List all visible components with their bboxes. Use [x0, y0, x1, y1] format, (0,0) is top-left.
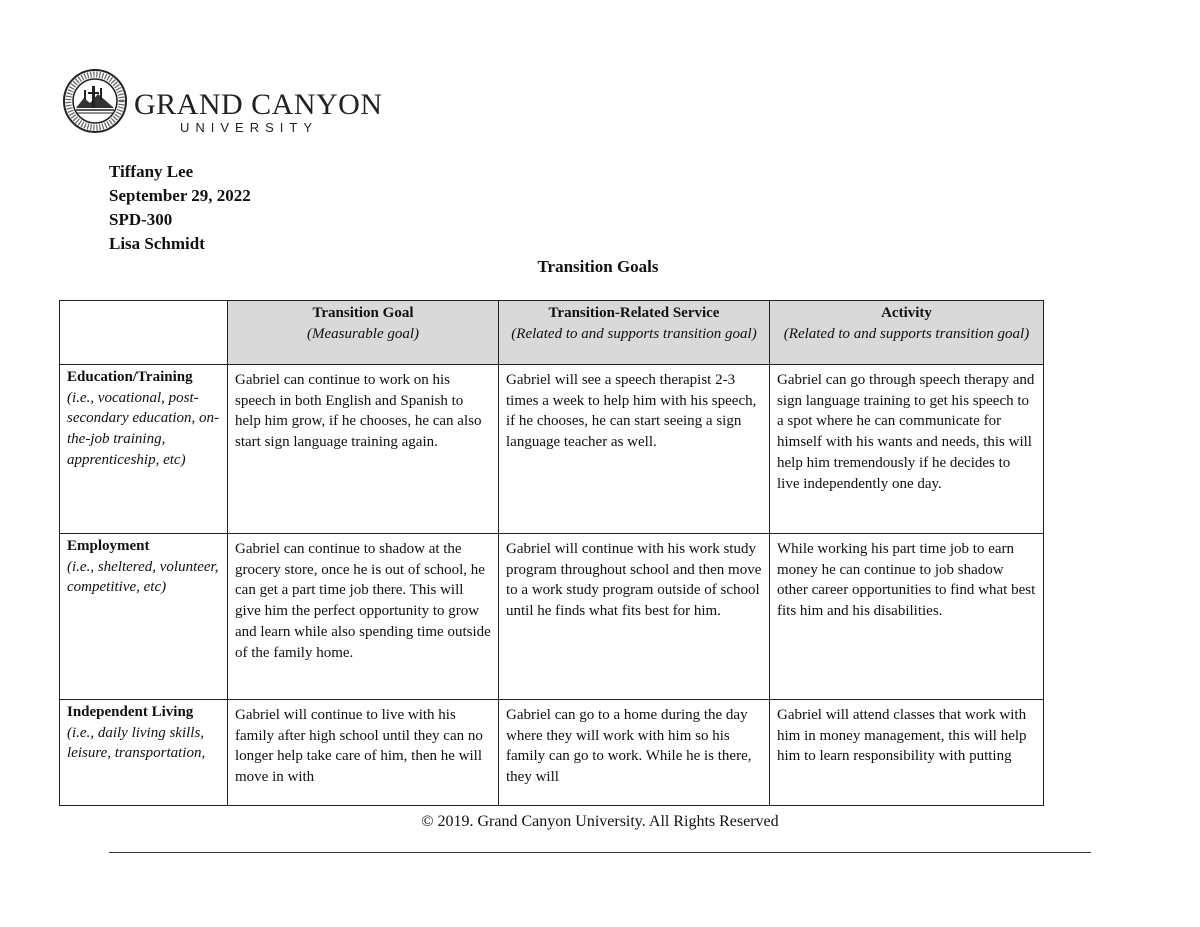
row-label-cell: [60, 365, 228, 534]
header-corner-cell: [60, 301, 228, 365]
row-label: Employment: [67, 538, 150, 554]
course-code: SPD-300: [109, 210, 173, 229]
instructor-name: Lisa Schmidt: [109, 234, 205, 253]
logo-subtitle: UNIVERSITY: [180, 120, 319, 135]
column-title: Transition-Related Service: [548, 305, 720, 321]
column-header-activity: [770, 301, 1044, 365]
table-row-education: [60, 365, 1044, 534]
transition-goals-table: [59, 300, 1044, 806]
activity-text: Gabriel will attend classes that work with him in money management, this will help him to learn responsibility with putting: [777, 707, 1027, 765]
activity-cell: Gabriel can go through speech therapy and sign language training to get his speech to a spot where he can communicate for himself with his wants and needs, this will help him tremendously if he decides to live independently one day.: [770, 365, 1044, 534]
column-subtitle: (Related to and supports transition goal): [511, 325, 757, 342]
copyright-notice: © 2019. Grand Canyon University. All Rights Reserved: [421, 813, 779, 830]
row-label-cell: [60, 534, 228, 700]
service-text: Gabriel can go to a home during the day where they will work with him so his family can go to work. While he is there, they will: [506, 707, 752, 786]
logo-wordmark: GRAND CANYON: [134, 88, 383, 121]
footer-divider: [109, 852, 1091, 853]
row-label: Independent Living: [67, 704, 194, 720]
table-row-independent-living: [60, 700, 1044, 806]
service-cell: Gabriel will see a speech therapist 2-3 times a week to help him with his speech, if he chooses, he can start seeing a sign language teacher as well.: [499, 365, 770, 534]
goal-cell: [228, 700, 499, 806]
row-label-examples: (i.e., daily living skills, leisure, transportation,: [67, 724, 206, 762]
column-header-service: [499, 301, 770, 365]
goal-cell: Gabriel can continue to shadow at the grocery store, once he is out of school, he can get a part time job there. This will give him the perfect opportunity to grow and learn while also spending time outside of the family home.: [228, 534, 499, 700]
activity-cell: While working his part time job to earn money he can continue to job shadow other career opportunities to find what best fits him and his disabilities.: [770, 534, 1044, 700]
table-header-row: [60, 301, 1044, 365]
student-name: Tiffany Lee: [109, 162, 194, 181]
goal-text: Gabriel will continue to live with his family after high school until they can no longer help take care of him, then he will move in with: [235, 707, 483, 786]
row-label-examples: (i.e., vocational, post-secondary education, on-the-job training, apprenticeship, etc): [67, 389, 220, 468]
university-logo: [62, 68, 382, 136]
student-info-block: [109, 160, 251, 256]
column-header-goal: [228, 301, 499, 365]
document-title: Transition Goals: [537, 257, 659, 276]
university-seal-icon: [62, 68, 128, 134]
row-label-examples: (i.e., sheltered, volunteer, competitive, etc): [67, 558, 219, 596]
activity-cell: [770, 700, 1044, 806]
column-subtitle: (Measurable goal): [306, 325, 420, 342]
row-label: Education/Training: [67, 369, 193, 385]
column-title: Activity: [881, 305, 932, 321]
submission-date: September 29, 2022: [109, 186, 251, 205]
column-title: Transition Goal: [312, 305, 414, 321]
row-label-cell: [60, 700, 228, 806]
service-cell: [499, 700, 770, 806]
column-subtitle: (Related to and supports transition goal): [783, 325, 1030, 342]
goal-cell: Gabriel can continue to work on his speech in both English and Spanish to help him grow, if he chooses, he can also start sign language training again.: [228, 365, 499, 534]
table-row-employment: [60, 534, 1044, 700]
service-cell: Gabriel will continue with his work study program throughout school and then move to a work study program outside of school until he finds what fits best for him.: [499, 534, 770, 700]
